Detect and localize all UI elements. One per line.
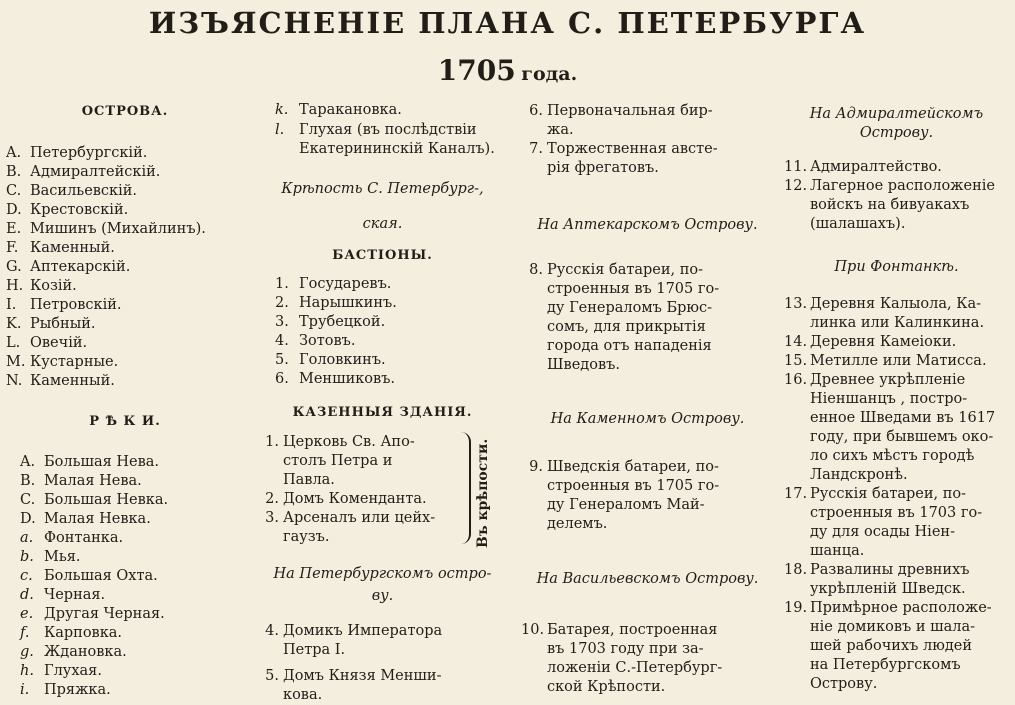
river-label: Малая Нева. — [44, 473, 142, 489]
fontanka-site-text — [810, 352, 1012, 371]
river-key: D. — [20, 511, 36, 527]
building-line: Арсеналъ или цейх- — [283, 510, 436, 526]
islands-heading: ОСТРОВА. — [81, 104, 169, 119]
fontanka-site-line: Древнее укрѣпленіе — [810, 372, 966, 388]
river-label: Таракановка. — [299, 102, 402, 118]
fontanka-site-entry — [784, 371, 1012, 485]
bastion-key: 1. — [275, 276, 289, 292]
vasilievsky-site-text — [547, 621, 753, 697]
river-label: Глухая. — [44, 663, 102, 679]
fontanka-site-number: 16. — [784, 372, 808, 388]
river-label-line: Глухая (въ послѣдствіи — [299, 122, 477, 138]
river-key: f. — [20, 625, 30, 641]
river-key: e. — [20, 606, 34, 622]
kamenny-site-line: строенныя въ 1705 го- — [547, 478, 720, 494]
fontanka-site-text — [810, 295, 1012, 333]
river-key: B. — [20, 473, 36, 489]
fontanka-site-entry — [784, 599, 1012, 694]
fontanka-site-entry — [784, 295, 1012, 333]
island-entry — [6, 240, 115, 256]
fontanka-site-number: 18. — [784, 562, 808, 578]
petersburg-site-line: кова. — [283, 687, 323, 703]
fontanka-site-line: линка или Калинкина. — [810, 315, 985, 331]
kamenny-site-entry — [521, 458, 753, 534]
buildings-heading: КАЗЕННЫЯ ЗДАНІЯ. — [292, 405, 473, 420]
island-label: Адмиралтейскій. — [30, 164, 161, 180]
apothecary-site-number: 8. — [529, 262, 543, 278]
island-label: Аптекарскій. — [30, 259, 131, 275]
river-label: Малая Невка. — [44, 511, 151, 527]
site-line: Торжественная австе- — [547, 141, 718, 157]
petersburg-island-subheading: На Петербургскомъ остро- — [273, 566, 492, 582]
admiralty-site-text — [810, 177, 1012, 234]
admiralty-site-entry — [784, 177, 1012, 234]
bastion-key: 3. — [275, 314, 289, 330]
river-label: Черная. — [44, 587, 106, 603]
admiralty-site-line: (шалашахъ). — [810, 216, 906, 232]
bastion-entry — [275, 295, 397, 311]
fontanka-site-line: Ніеншанцъ , постро- — [810, 391, 968, 407]
river-key: d. — [20, 587, 34, 603]
fontanka-site-line: строенныя въ 1703 го- — [810, 505, 983, 521]
river-label: Фонтанка. — [44, 530, 124, 546]
island-label: Каменный. — [30, 240, 115, 256]
fontanka-site-line: на Петербургскомъ — [810, 657, 961, 673]
site-entry — [521, 140, 753, 178]
river-entry — [20, 682, 111, 698]
fontanka-site-entry — [784, 561, 1012, 599]
kamenny-subheading: На Каменномъ Острову. — [550, 411, 745, 427]
admiralty-site-line: Адмиралтейство. — [810, 159, 942, 175]
river-key: l. — [275, 122, 285, 138]
river-entry — [20, 568, 158, 584]
island-entry — [6, 278, 77, 294]
fontanka-site-line: Острову. — [810, 676, 878, 692]
island-entry — [6, 354, 118, 370]
island-label: Кустарные. — [30, 354, 119, 370]
river-key: a. — [20, 530, 34, 546]
island-entry — [6, 183, 137, 199]
building-text — [283, 509, 462, 547]
fontanka-site-line: енное Шведами въ 1617 — [810, 410, 996, 426]
admiralty-site-number: 11. — [784, 159, 808, 175]
island-key: E. — [6, 221, 22, 237]
petersburg-site-line: Домикъ Императора — [283, 623, 443, 639]
island-key: L. — [6, 335, 21, 351]
fontanka-site-line: ніе домиковъ и шала- — [810, 619, 976, 635]
apothecary-site-line: Шведовъ. — [547, 357, 620, 373]
river-label: Большая Невка. — [44, 492, 169, 508]
site-line: рія фрегатовъ. — [547, 160, 659, 176]
bastion-entry — [275, 314, 385, 330]
island-entry — [6, 316, 96, 332]
island-key: K. — [6, 316, 22, 332]
building-number: 2. — [265, 491, 279, 507]
river-entry — [20, 530, 123, 546]
site-text — [547, 102, 753, 140]
vasilievsky-site-line: ложеніи С.-Петербург- — [547, 660, 723, 676]
document-title: ИЗЪЯСНЕНІЕ ПЛАНА С. ПЕТЕРБУРГА — [148, 6, 867, 40]
island-label: Каменный. — [30, 373, 115, 389]
site-text — [547, 140, 753, 178]
building-line: Павла. — [283, 472, 335, 488]
admiralty-site-number: 12. — [784, 178, 808, 194]
fontanka-site-line: Метилле или Матисса. — [810, 353, 987, 369]
vasilievsky-site-number: 10. — [521, 622, 545, 638]
island-key: D. — [6, 202, 22, 218]
bastion-label: Головкинъ. — [299, 352, 386, 368]
site-number: 6. — [529, 103, 543, 119]
apothecary-subheading: На Аптекарскомъ Острову. — [537, 217, 758, 233]
column-fortress — [255, 0, 510, 703]
island-entry — [6, 335, 87, 351]
admiralty-subheading-cont: Острову. — [859, 125, 934, 141]
bastion-label: Государевъ. — [299, 276, 392, 292]
petersburg-site-entry — [257, 622, 497, 660]
fontanka-site-line: шей рабочихъ людей — [810, 638, 972, 654]
fontanka-site-text — [810, 333, 1012, 352]
kamenny-site-line: делемъ. — [547, 516, 608, 532]
island-entry — [6, 202, 128, 218]
building-line: Церковь Св. Апо- — [283, 434, 415, 450]
fontanka-site-line: Деревня Камеіоки. — [810, 334, 957, 350]
building-entry — [257, 433, 462, 490]
fontanka-site-number: 13. — [784, 296, 808, 312]
river-label: Мья. — [44, 549, 81, 565]
kamenny-site-line: ду Генераломъ Май- — [547, 497, 705, 513]
river-entry — [20, 606, 165, 622]
island-entry — [6, 221, 206, 237]
fontanka-site-line: ло сихъ мѣстъ городѣ — [810, 448, 975, 464]
river-label: Другая Черная. — [44, 606, 165, 622]
apothecary-site-line: города отъ нападенія — [547, 338, 712, 354]
island-key: B. — [6, 164, 22, 180]
building-number: 3. — [265, 510, 279, 526]
island-key: M. — [6, 354, 26, 370]
fontanka-site-text — [810, 561, 1012, 599]
island-key: F. — [6, 240, 19, 256]
fontanka-site-text — [810, 485, 1012, 561]
petersburg-site-line: Петра I. — [283, 642, 346, 658]
river-label: Большая Охта. — [44, 568, 158, 584]
site-entry — [521, 102, 753, 140]
river-label: Ждановка. — [44, 644, 127, 660]
river-label: Пряжка. — [44, 682, 111, 698]
petersburg-site-entry — [257, 667, 497, 705]
building-text — [283, 490, 462, 509]
bastion-key: 2. — [275, 295, 289, 311]
vasilievsky-site-entry — [521, 621, 753, 697]
rivers-heading: Р Ѣ К И. — [89, 414, 161, 429]
petersburg-site-line: Домъ Князя Менши- — [283, 668, 442, 684]
river-key: A. — [20, 454, 36, 470]
column-islands-rivers — [0, 0, 250, 700]
building-number: 1. — [265, 434, 279, 450]
fontanka-subheading: При Фонтанкѣ. — [834, 259, 959, 275]
bastion-entry — [275, 333, 356, 349]
island-label: Петровскій. — [30, 297, 122, 313]
island-label: Рыбный. — [30, 316, 96, 332]
river-entry — [20, 644, 127, 660]
year-word: года. — [521, 63, 578, 85]
building-text — [283, 433, 462, 490]
river-key: i. — [20, 682, 30, 698]
fortress-brace — [457, 432, 471, 544]
river-entry — [20, 473, 142, 489]
island-key: I. — [6, 297, 17, 313]
river-entry — [275, 102, 402, 118]
vasilievsky-site-line: Батарея, построенная — [547, 622, 718, 638]
petersburg-site-number: 4. — [265, 623, 279, 639]
vasilievsky-subheading: На Васильевскомъ Острову. — [536, 571, 759, 587]
fontanka-site-text — [810, 371, 1012, 485]
fontanka-site-number: 19. — [784, 600, 808, 616]
building-entry — [257, 509, 462, 547]
fontanka-site-entry — [784, 352, 1012, 371]
building-entry — [257, 490, 462, 509]
admiralty-subheading: На Адмиралтейскомъ — [809, 106, 984, 122]
petersburg-site-text — [283, 622, 497, 660]
fontanka-site-line: Примѣрное расположе- — [810, 600, 992, 616]
apothecary-site-line: строенныя въ 1705 го- — [547, 281, 720, 297]
building-line: гаузъ. — [283, 529, 330, 545]
fontanka-site-line: году, при бывшемъ око- — [810, 429, 994, 445]
bastion-label: Трубецкой. — [299, 314, 386, 330]
apothecary-site-entry — [521, 261, 753, 375]
river-entry — [20, 454, 159, 470]
river-key: C. — [20, 492, 36, 508]
river-entry — [275, 122, 477, 138]
river-entry — [20, 625, 122, 641]
river-entry — [20, 549, 81, 565]
river-key: h. — [20, 663, 34, 679]
bastion-key: 6. — [275, 371, 289, 387]
fortress-subheading: Крѣпость С. Петербург-, — [281, 181, 484, 197]
fontanka-site-line: укрѣпленій Шведск. — [810, 581, 966, 597]
kamenny-site-number: 9. — [529, 459, 543, 475]
island-label: Петербургскій. — [30, 145, 148, 161]
bastion-entry — [275, 276, 391, 292]
island-label: Мишинъ (Михайлинъ). — [30, 221, 206, 237]
apothecary-site-line: сомъ, для прикрытія — [547, 319, 706, 335]
admiralty-site-line: войскъ на бивуакахъ — [810, 197, 970, 213]
island-entry — [6, 297, 122, 313]
island-entry — [6, 373, 115, 389]
island-key: A. — [6, 145, 22, 161]
river-key: c. — [20, 568, 33, 584]
island-entry — [6, 145, 147, 161]
bastion-key: 5. — [275, 352, 289, 368]
petersburg-site-number: 5. — [265, 668, 279, 684]
admiralty-site-line: Лагерное расположеніе — [810, 178, 995, 194]
river-label-line: Екатерининскій Каналъ). — [299, 141, 495, 157]
building-line: Домъ Коменданта. — [283, 491, 427, 507]
bastion-label: Зотовъ. — [299, 333, 356, 349]
fontanka-site-number: 14. — [784, 334, 808, 350]
petersburg-site-text — [283, 667, 497, 705]
column-admiralty — [778, 0, 1015, 700]
admiralty-site-entry — [784, 158, 1012, 177]
fontanka-site-line: Ландскронѣ. — [810, 467, 908, 483]
fontanka-site-entry — [784, 485, 1012, 561]
river-entry — [20, 492, 168, 508]
apothecary-site-text — [547, 261, 753, 375]
site-line: жа. — [547, 122, 574, 138]
island-key: H. — [6, 278, 24, 294]
vasilievsky-site-line: въ 1703 году при за- — [547, 641, 704, 657]
fortress-subheading-cont: ская. — [362, 216, 403, 232]
island-key: C. — [6, 183, 22, 199]
island-entry — [6, 259, 130, 275]
bastion-label: Нарышкинъ. — [299, 295, 397, 311]
bastion-entry — [275, 352, 386, 368]
island-key: G. — [6, 259, 22, 275]
river-label: Карповка. — [44, 625, 123, 641]
river-label: Большая Нева. — [44, 454, 160, 470]
in-fortress-label: Въ крѣпости. — [475, 438, 491, 548]
island-label: Крестовскій. — [30, 202, 129, 218]
island-label: Овечій. — [30, 335, 88, 351]
year-number: 1705 — [437, 54, 516, 87]
fontanka-site-line: Русскія батареи, по- — [810, 486, 967, 502]
apothecary-site-line: ду Генераломъ Брюс- — [547, 300, 713, 316]
fontanka-site-line: Развалины древнихъ — [810, 562, 970, 578]
river-entry — [20, 511, 151, 527]
column-batteries — [515, 0, 780, 700]
bastion-entry — [275, 371, 395, 387]
island-label: Козій. — [30, 278, 77, 294]
vasilievsky-site-line: ской Крѣпости. — [547, 679, 666, 695]
bastion-label: Меншиковъ. — [299, 371, 396, 387]
fontanka-site-entry — [784, 333, 1012, 352]
fontanka-site-line: ду для осады Ніен- — [810, 524, 955, 540]
river-entry — [20, 587, 105, 603]
fontanka-site-text — [810, 599, 1012, 694]
apothecary-site-line: Русскія батареи, по- — [547, 262, 704, 278]
island-entry — [6, 164, 160, 180]
admiralty-site-text — [810, 158, 1012, 177]
kamenny-site-text — [547, 458, 753, 534]
river-key: g. — [20, 644, 34, 660]
bastion-key: 4. — [275, 333, 289, 349]
kamenny-site-line: Шведскія батареи, по- — [547, 459, 719, 475]
river-entry — [20, 663, 102, 679]
river-key: k. — [275, 102, 289, 118]
bastions-heading: БАСТІОНЫ. — [332, 248, 433, 263]
fontanka-site-number: 17. — [784, 486, 808, 502]
fontanka-site-number: 15. — [784, 353, 808, 369]
petersburg-island-subheading-cont: ву. — [371, 588, 394, 604]
island-label: Васильевскій. — [30, 183, 138, 199]
site-line: Первоначальная бир- — [547, 103, 713, 119]
building-line: столъ Петра и — [283, 453, 393, 469]
site-number: 7. — [529, 141, 543, 157]
fontanka-site-line: шанца. — [810, 543, 865, 559]
river-key: b. — [20, 549, 34, 565]
island-key: N. — [6, 373, 23, 389]
fontanka-site-line: Деревня Калыола, Ка- — [810, 296, 982, 312]
